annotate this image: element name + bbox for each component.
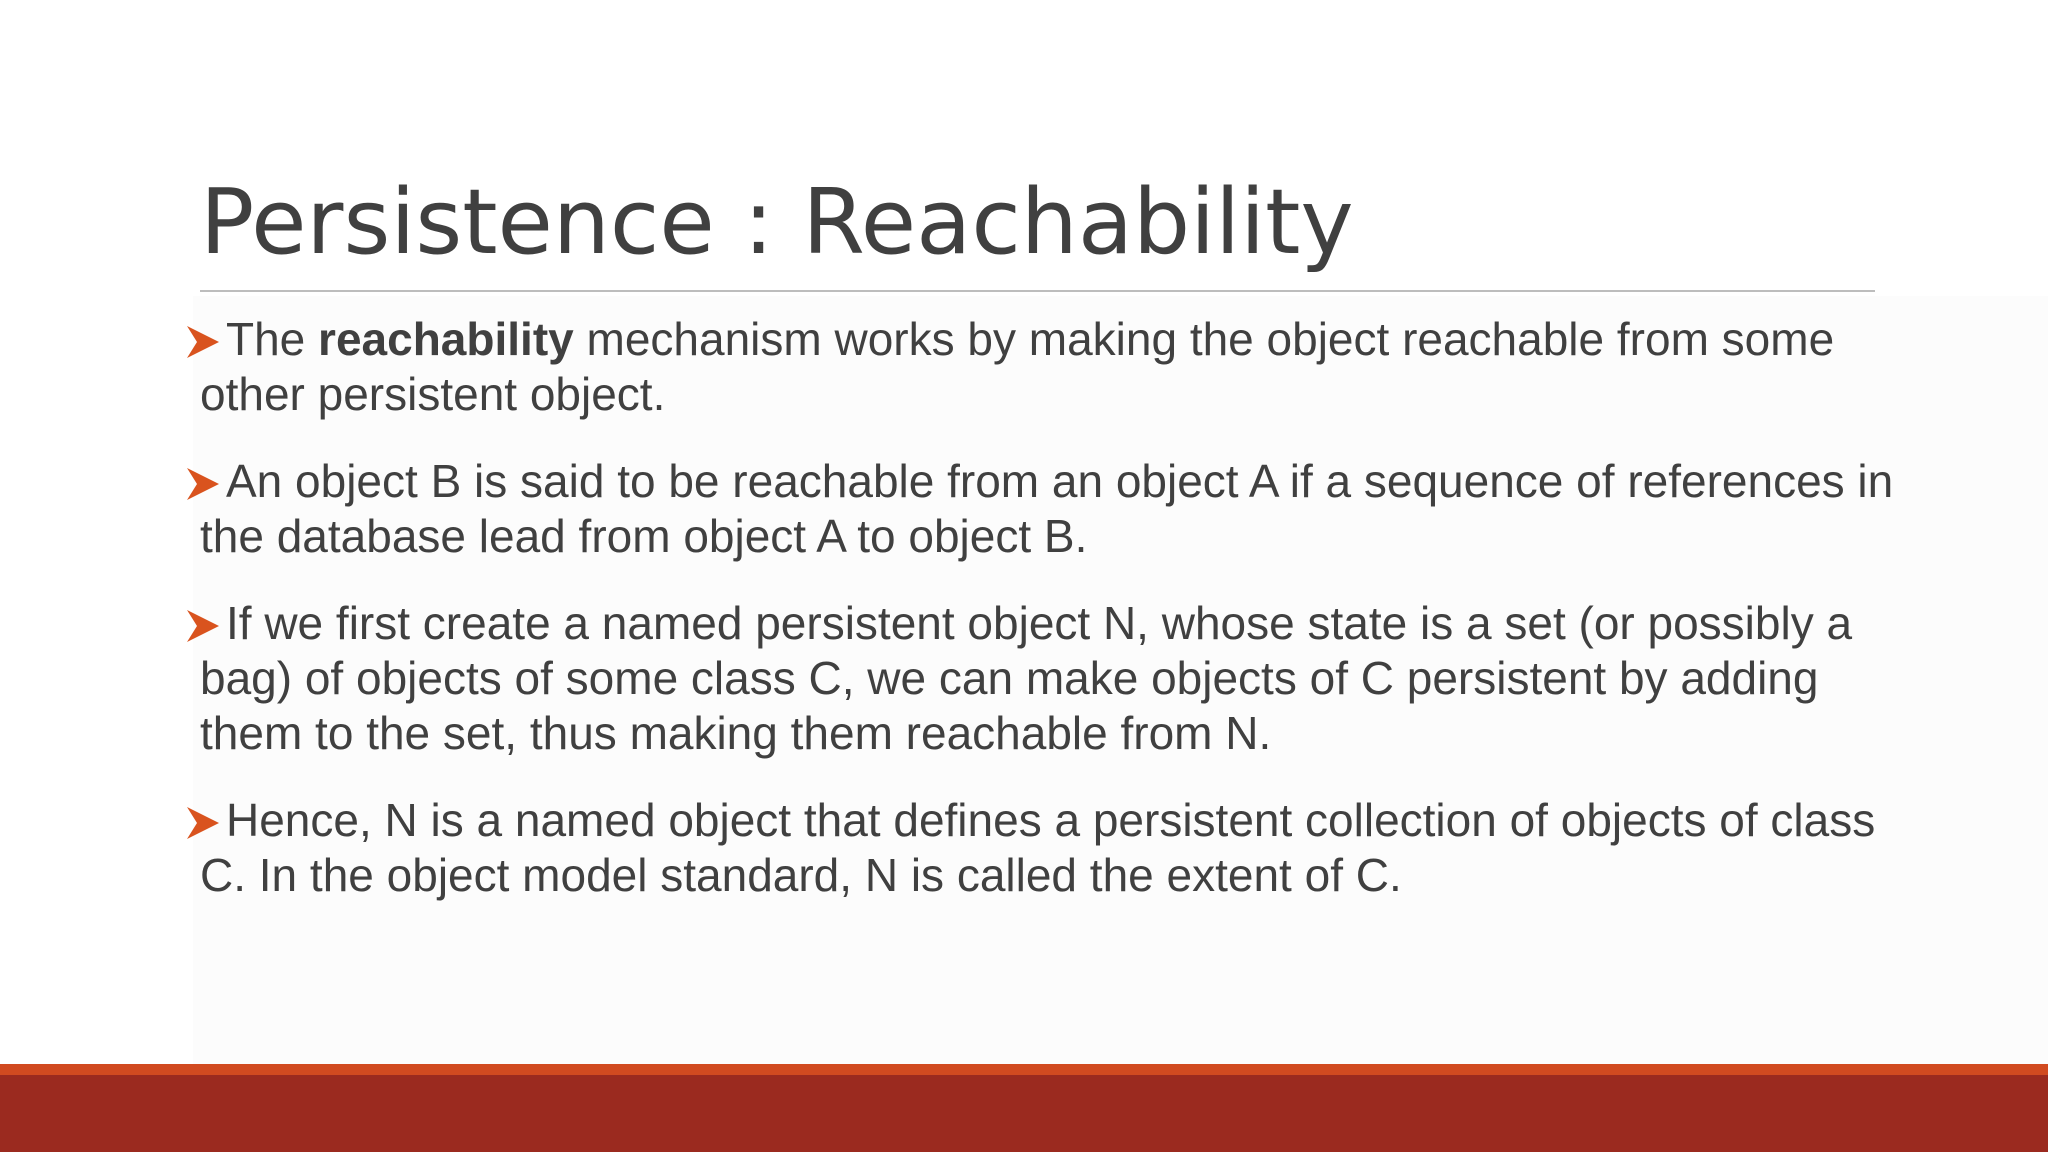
bullet-text: An object B is said to be reachable from an object A if a sequence of references in the database lead from object A to object B. — [200, 455, 1894, 562]
footer-bar — [0, 1075, 2048, 1152]
slide-title: Persistence : Reachability — [200, 170, 1354, 275]
bullet-keyword: reachability — [318, 313, 574, 365]
arrowhead-bullet-icon — [185, 324, 221, 360]
bullet-item — [200, 793, 1900, 903]
footer-accent-stripe — [0, 1064, 2048, 1075]
bullet-text: If we first create a named persistent object N, whose state is a set (or possibly a bag) of objects of some class C, we can make objects of C persistent by adding them to the set, thus making them reachable from N. — [200, 597, 1853, 759]
arrowhead-bullet-icon — [185, 466, 221, 502]
bullet-list — [200, 312, 1900, 935]
bullet-item — [200, 596, 1900, 761]
bullet-text-lead: The — [226, 313, 319, 365]
bullet-item — [200, 454, 1900, 564]
bullet-text-rest: mechanism works by making the object reachable from some other persistent object. — [200, 313, 1835, 420]
bullet-text: Hence, N is a named object that defines a persistent collection of objects of class C. In the object model standard, N is called the extent of C. — [200, 794, 1876, 901]
title-divider — [200, 290, 1875, 292]
arrowhead-bullet-icon — [185, 805, 221, 841]
bullet-text — [200, 312, 1900, 422]
bullet-item — [200, 312, 1900, 422]
arrowhead-bullet-icon — [185, 608, 221, 644]
